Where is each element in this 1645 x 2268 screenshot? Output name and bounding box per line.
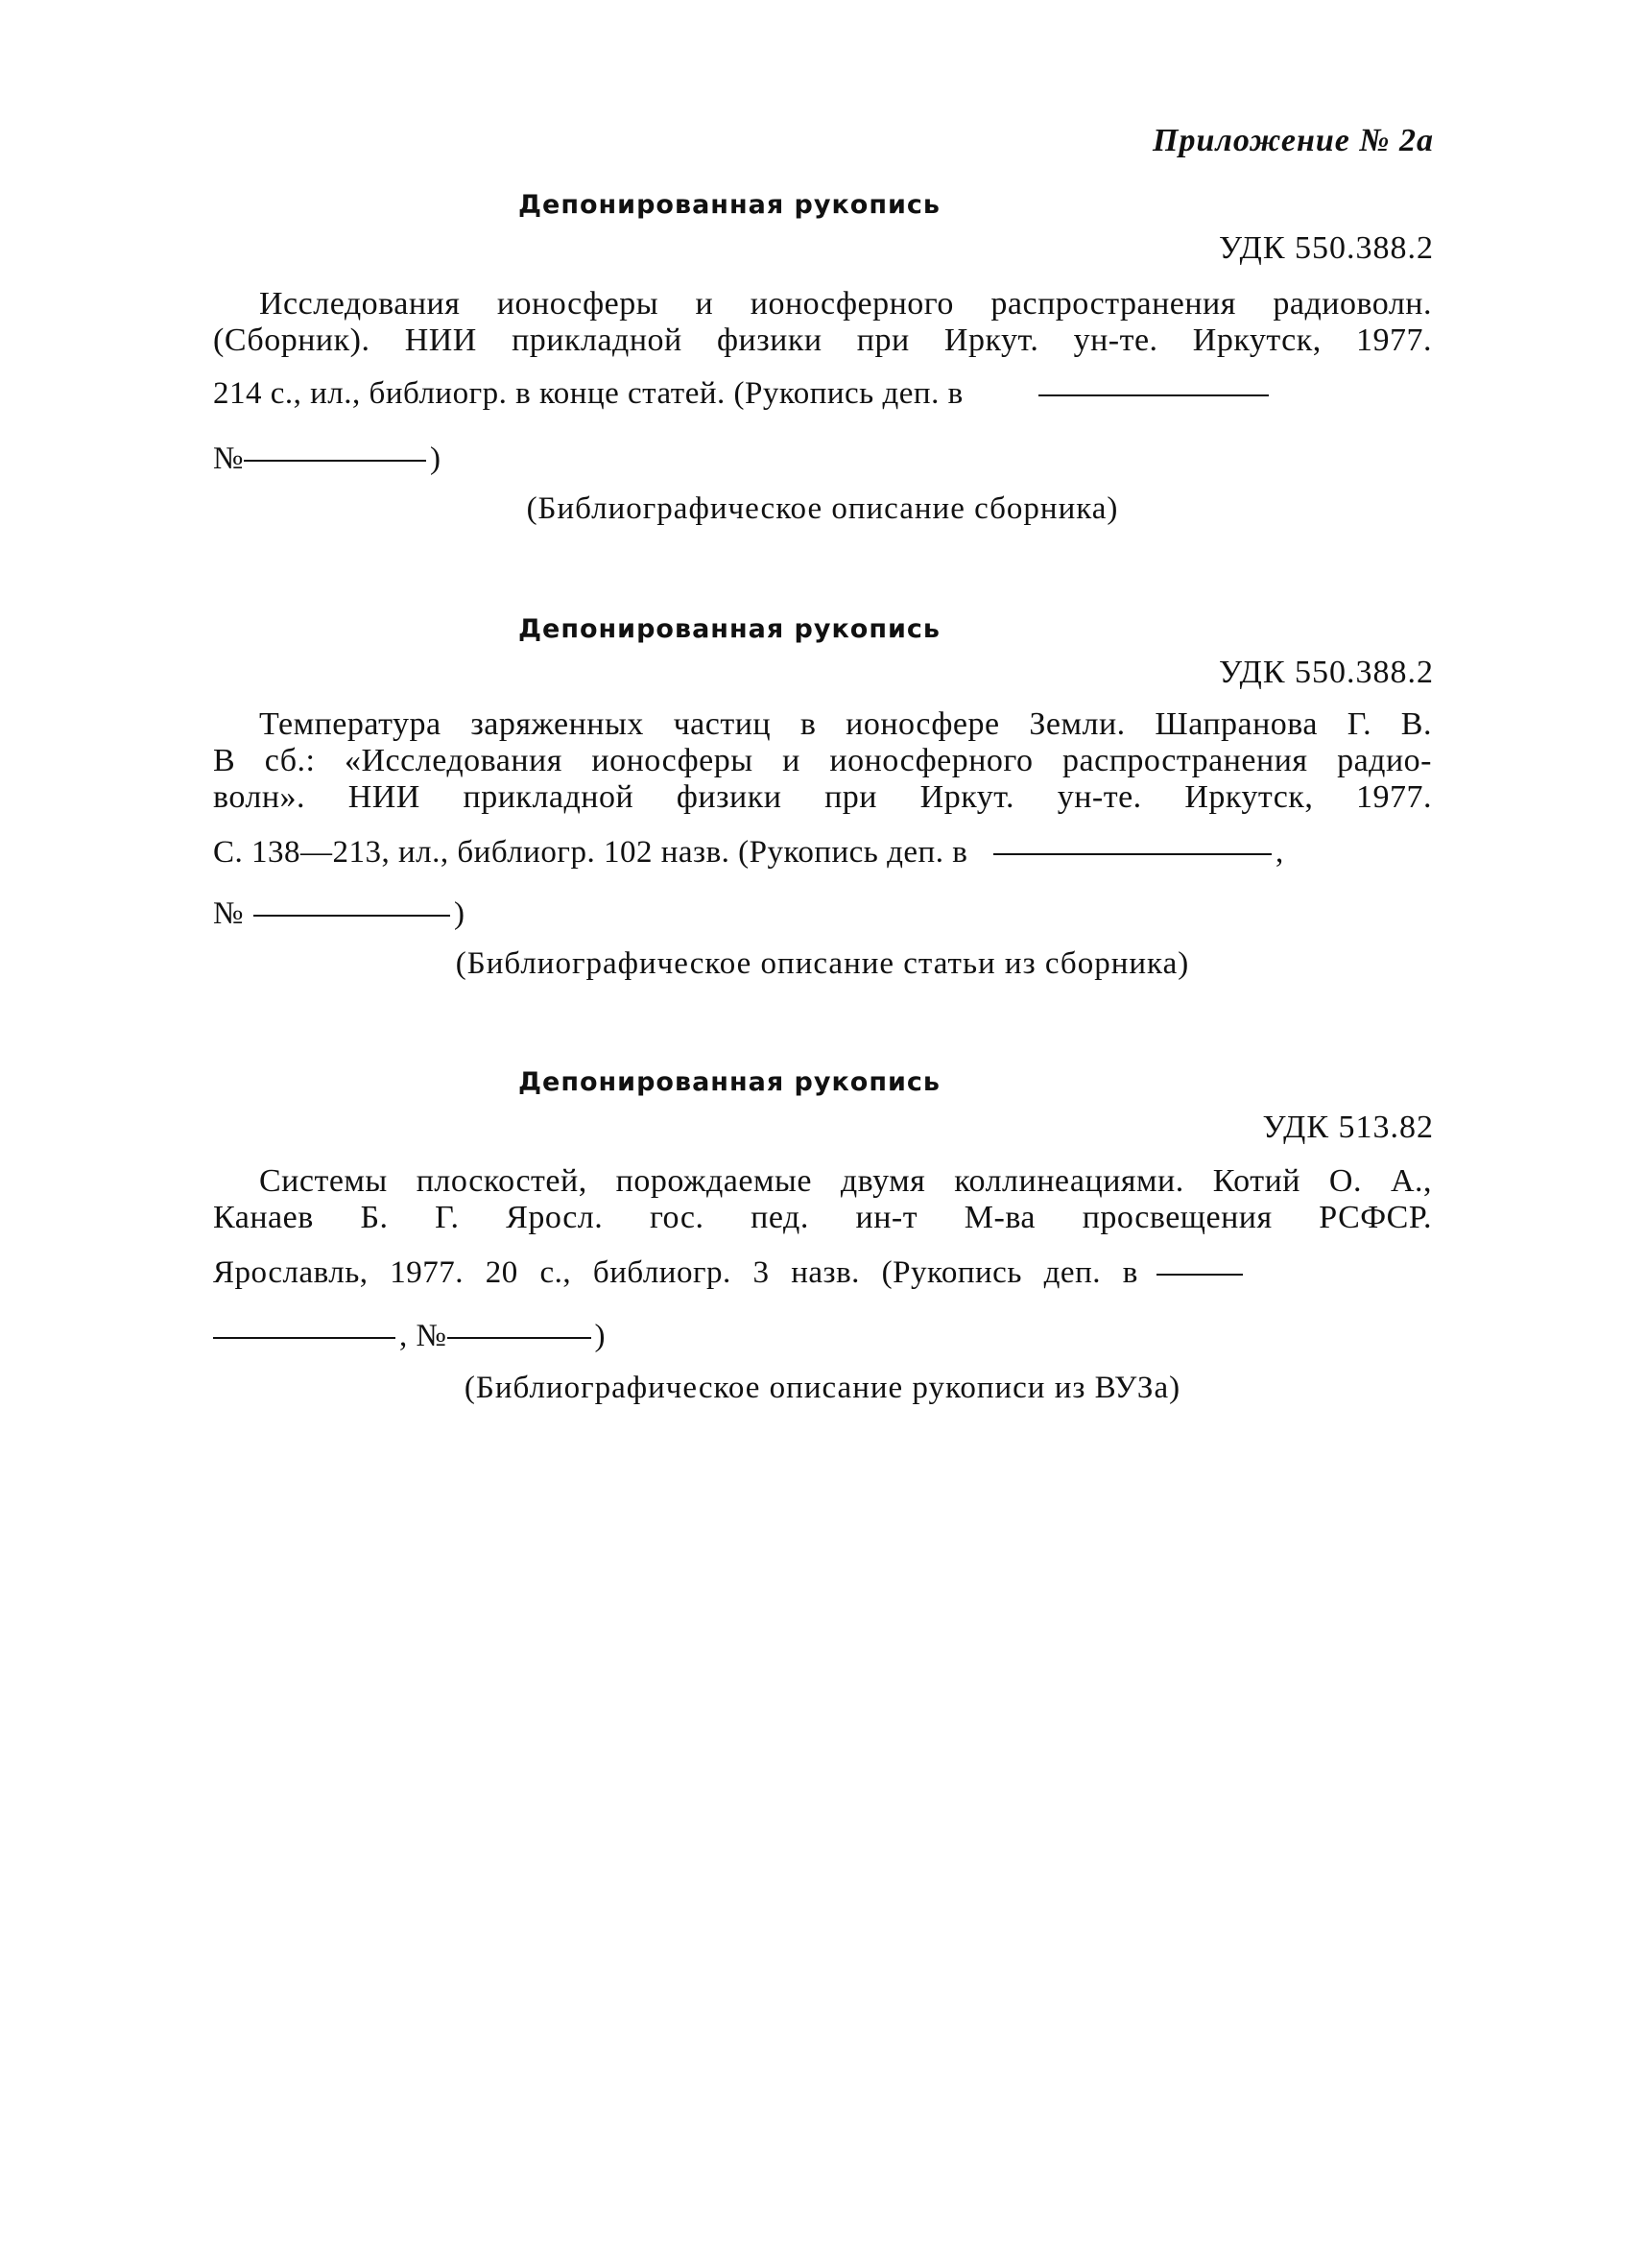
entry-2-line-2: В сб.: «Исследования ионосферы и ионосферного распространения радио- <box>213 743 1432 778</box>
entry-1-line-1: Исследования ионосферы и ионосферного распространения радиоволн. <box>259 286 1432 322</box>
entry-1-caption: (Библиографическое описание сборника) <box>526 491 1119 526</box>
entry-1-pages-text: 214 с., ил., библиогр. в конце статей. (Рукопись деп. в <box>213 376 964 411</box>
entry-3-number-line <box>213 1319 1432 1354</box>
entry-1-number-label: № <box>213 442 244 476</box>
entry-2-number-blank <box>253 915 450 917</box>
entry-3-depositor-blank-2 <box>213 1337 395 1339</box>
entry-2-udk: УДК 550.388.2 <box>1218 655 1434 690</box>
entry-3-udk: УДК 513.82 <box>1262 1110 1434 1145</box>
entry-2-line-3: волн». НИИ прикладной физики при Иркут. ун-те. Иркутск, 1977. <box>213 779 1432 815</box>
entry-3-close: ) <box>594 1319 606 1353</box>
entry-2-pages-text: С. 138—213, ил., библиогр. 102 назв. (Рукопись деп. в <box>213 835 968 870</box>
entry-1-number-blank <box>244 460 426 462</box>
entry-2-line-1: Температура заряженных частиц в ионосфере Земли. Шапранова Г. В. <box>259 706 1432 742</box>
entry-1-description <box>213 286 1432 359</box>
entry-3-line-3 <box>213 1255 1432 1291</box>
entry-1-line-2: (Сборник). НИИ прикладной физики при Иркут. ун-те. Иркутск, 1977. <box>213 322 1432 358</box>
entry-2-line-4 <box>213 835 1432 871</box>
entry-2-caption: (Библиографическое описание статьи из сборника) <box>455 946 1190 981</box>
entry-3-number-blank <box>447 1337 591 1339</box>
entry-2-number-line <box>213 896 1432 932</box>
entry-1-depositor-blank <box>1038 394 1269 396</box>
entry-1-close: ) <box>430 442 441 476</box>
entry-1-heading: Депонированная рукопись <box>517 190 942 220</box>
entry-1-number-line <box>213 442 1432 477</box>
entry-3-line-1: Системы плоскостей, порождаемые двумя коллинеациями. Котий О. А., <box>259 1163 1432 1199</box>
appendix-label: Приложение № 2а <box>1153 123 1434 158</box>
entry-3-description <box>213 1163 1432 1236</box>
entry-1-udk: УДК 550.388.2 <box>1218 230 1434 266</box>
entry-3-pages-text: Ярославль, 1977. 20 с., библиогр. 3 назв. (Рукопись деп. в <box>213 1255 1138 1290</box>
entry-2-depositor-blank <box>993 853 1272 855</box>
entry-3-heading: Депонированная рукопись <box>517 1067 942 1097</box>
entry-3-number-label: № <box>416 1319 447 1353</box>
entry-2-close: ) <box>454 896 465 931</box>
entry-2-heading: Депонированная рукопись <box>517 614 942 644</box>
entry-2-description <box>213 706 1432 816</box>
entry-3-depositor-blank-1 <box>1156 1274 1243 1276</box>
entry-2-comma: , <box>1275 835 1284 870</box>
entry-3-comma: , <box>399 1319 408 1353</box>
entry-3-caption: (Библиографическое описание рукописи из ВУЗа) <box>464 1371 1181 1405</box>
entry-2-number-label: № <box>213 896 244 931</box>
entry-3-line-2: Канаев Б. Г. Яросл. гос. пед. ин-т М-ва просвещения РСФСР. <box>213 1200 1432 1235</box>
entry-1-line-3 <box>213 376 1432 412</box>
